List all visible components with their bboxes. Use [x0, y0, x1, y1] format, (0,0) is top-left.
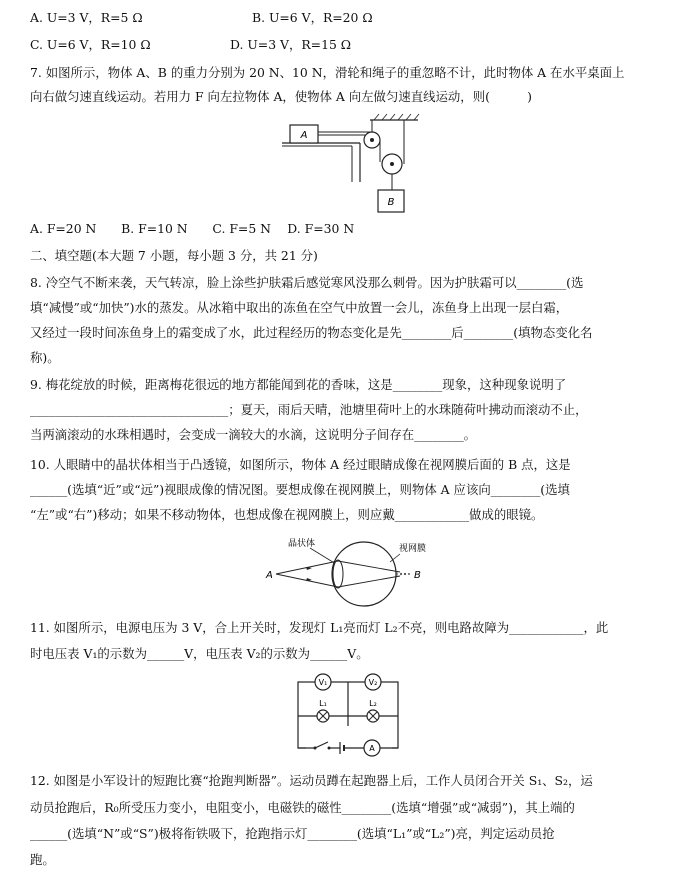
q8-text-line2: 填“减慢”或“加快”)水的蒸发。从冰箱中取出的冻鱼在空气中放置一会儿，冻鱼身上出现一层白霜， [30, 300, 569, 315]
q11-text-line2: 时电压表 V₁的示数为______V，电压表 V₂的示数为______V。 [30, 646, 369, 661]
q7-text-line1: 7. 如图所示，物体 A、B 的重力分别为 20 N、10 N，滑轮和绳子的重忽略不计，此时物体 A 在水平桌面上 [30, 65, 625, 80]
q10-text-line3: “左”或“右”)移动；如果不移动物体，也想成像在视网膜上，则应戴____________做成的眼镜。 [30, 507, 544, 522]
q7-text-line2: 向右做匀速直线运动。若用力 F 向左拉物体 A，使物体 A 向左做匀速直线运动，则( ) [30, 89, 532, 104]
q10-text-line1: 10. 人眼睛中的晶状体相当于凸透镜，如图所示，物体 A 经过眼睛成像在视网膜后面的 B 点，这是 [30, 457, 571, 472]
q9-text-line3: 当两滴滚动的水珠相遇时，会变成一滴较大的水滴，这说明分子间存在________。 [30, 427, 477, 442]
q11-v2-label: V₂ [368, 678, 378, 687]
q8-text-line1: 8. 冷空气不断来袭，天气转凉，脸上涂些护肤霜后感觉寒风没那么刺骨。因为护肤霜可以________(选 [30, 275, 584, 290]
q11-ammeter-label: A [369, 744, 375, 753]
q10-point-b: B [414, 570, 421, 581]
q10-point-a: A [266, 570, 273, 581]
section2-heading: 二、填空题(本大题 7 小题，每小题 3 分，共 21 分) [30, 248, 318, 263]
q11-l2-label: L₂ [369, 699, 377, 708]
q11-text-line1: 11. 如图所示，电源电压为 3 V，合上开关时，发现灯 L₁亮而灯 L₂不亮，则电路故障为____________，此 [30, 620, 609, 635]
q8-text-line3: 又经过一段时间冻鱼身上的霜变成了水，此过程经历的物态变化是先________后________(填物态变化名 [30, 325, 593, 340]
q12-text-line2: 动员抢跑后，R₀所受压力变小，电阻变小，电磁铁的磁性________(选填“增强”或“减弱”)，其上端的 [30, 800, 575, 815]
q10-text-line2: ______(选填“近”或“远”)视眼成像的情况图。要想成像在视网膜上，则物体 A 应该向________(选填 [30, 482, 570, 497]
q7-label-a: A [300, 130, 308, 141]
q12-text-line3: ______(选填“N”或“S”)极将衔铁吸下，抢跑指示灯________(选填“L₁”或“L₂”)亮，判定运动员抢 [30, 826, 555, 841]
q12-text-line1: 12. 如图是小军设计的短跑比赛“抢跑判断器”。运动员蹲在起跑器上后，工作人员闭合开关 S₁、S₂，运 [30, 773, 593, 788]
q9-text-line2: ________________________________；夏天，雨后天晴，池塘里荷叶上的水珠随荷叶拂动而滚动不止， [30, 402, 588, 417]
q10-retina-label: 视网膜 [399, 544, 427, 554]
q9-text-line1: 9. 梅花绽放的时候，距离梅花很远的地方都能闻到花的香味，这是________现象，这种现象说明了 [30, 377, 567, 392]
q6-option-c: C. U=6 V，R=10 Ω [30, 37, 151, 52]
q6-option-a: A. U=3 V，R=5 Ω [30, 10, 143, 25]
q6-option-b: B. U=6 V，R=20 Ω [252, 10, 373, 25]
q11-circuit-figure [292, 670, 408, 758]
q7-label-b: B [387, 197, 395, 208]
q11-v1-label: V₁ [318, 678, 328, 687]
q7-pulley-figure [280, 112, 420, 216]
q12-text-line4: 跑。 [30, 852, 55, 867]
q11-l1-label: L₁ [319, 699, 327, 708]
q8-text-line4: 称)。 [30, 350, 60, 365]
q10-eye-figure [262, 534, 442, 610]
q10-lens-label: 晶状体 [288, 539, 316, 549]
q6-option-d: D. U=3 V，R=15 Ω [230, 37, 352, 52]
q7-options: A. F=20 N B. F=10 N C. F=5 N D. F=30 N [30, 221, 355, 236]
